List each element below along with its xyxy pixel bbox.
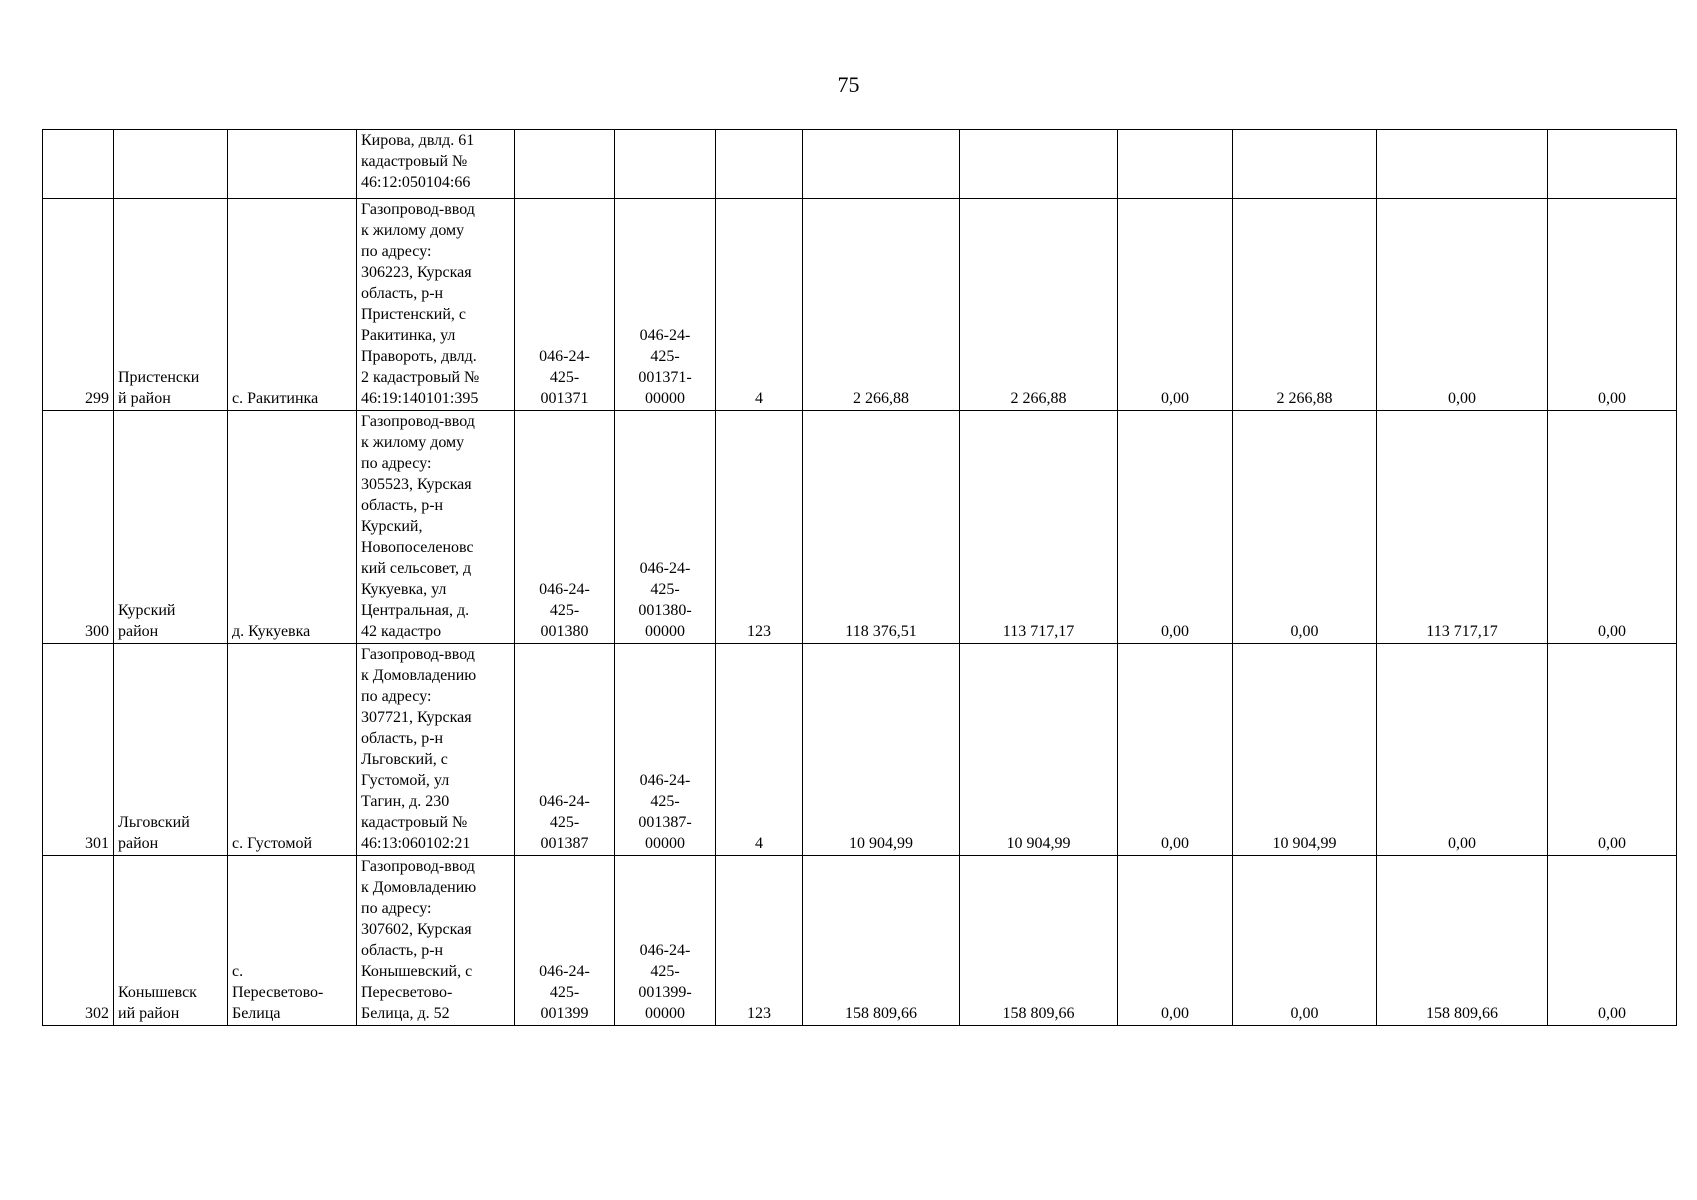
district-cell: Льговский район — [114, 644, 228, 856]
amount-cell: 0,00 — [1548, 199, 1677, 411]
table-row — [43, 130, 1677, 199]
amount-cell: 113 717,17 — [960, 411, 1118, 644]
count-cell: 123 — [716, 856, 803, 1026]
object-full-code-cell — [615, 130, 716, 199]
row-number-cell: 302 — [43, 856, 114, 1026]
object-full-code-cell: 046-24- 425- 001387- 00000 — [615, 644, 716, 856]
row-number-cell: 301 — [43, 644, 114, 856]
amount-cell: 2 266,88 — [803, 199, 960, 411]
object-description-cell: Газопровод-ввод к Домовладению по адресу: 307721, Курская область, р-н Льговский, с Густомой, ул Тагин, д. 230 кадастровый № 46:13:060102:21 — [357, 644, 515, 856]
amount-cell: 158 809,66 — [1377, 856, 1548, 1026]
table-row — [43, 411, 1677, 644]
amount-cell: 0,00 — [1118, 644, 1233, 856]
count-cell: 4 — [716, 644, 803, 856]
object-code-cell: 046-24- 425- 001380 — [515, 411, 615, 644]
amount-cell — [1377, 130, 1548, 199]
object-full-code-cell: 046-24- 425- 001399- 00000 — [615, 856, 716, 1026]
district-cell: Пристенски й район — [114, 199, 228, 411]
amount-cell: 0,00 — [1233, 856, 1377, 1026]
amount-cell: 0,00 — [1548, 411, 1677, 644]
amount-cell: 113 717,17 — [1377, 411, 1548, 644]
row-number-cell: 300 — [43, 411, 114, 644]
table-row — [43, 644, 1677, 856]
table-row — [43, 856, 1677, 1026]
amount-cell: 158 809,66 — [960, 856, 1118, 1026]
settlement-cell — [228, 130, 357, 199]
amount-cell: 0,00 — [1233, 411, 1377, 644]
row-number-cell — [43, 130, 114, 199]
amount-cell: 158 809,66 — [803, 856, 960, 1026]
amount-cell — [1233, 130, 1377, 199]
count-cell: 4 — [716, 199, 803, 411]
object-description-cell: Газопровод-ввод к жилому дому по адресу: 306223, Курская область, р-н Пристенский, с Ракитинка, ул Правороть, двлд. 2 кадастровый № 46:19:140101:395 — [357, 199, 515, 411]
object-full-code-cell: 046-24- 425- 001371- 00000 — [615, 199, 716, 411]
page-number: 75 — [837, 72, 860, 97]
table-row — [43, 199, 1677, 411]
count-cell — [716, 130, 803, 199]
amount-cell: 0,00 — [1118, 199, 1233, 411]
settlement-cell: с. Пересветово- Белица — [228, 856, 357, 1026]
object-description-cell: Газопровод-ввод к жилому дому по адресу: 305523, Курская область, р-н Курский, Новопоселеновс кий сельсовет, д Кукуевка, ул Центральная, д. 42 кадастро — [357, 411, 515, 644]
amount-cell: 0,00 — [1118, 411, 1233, 644]
object-code-cell — [515, 130, 615, 199]
amount-cell: 0,00 — [1548, 856, 1677, 1026]
amount-cell: 0,00 — [1118, 856, 1233, 1026]
amount-cell: 10 904,99 — [803, 644, 960, 856]
amount-cell: 0,00 — [1377, 644, 1548, 856]
district-cell — [114, 130, 228, 199]
amount-cell — [1548, 130, 1677, 199]
amount-cell: 10 904,99 — [1233, 644, 1377, 856]
object-code-cell: 046-24- 425- 001387 — [515, 644, 615, 856]
district-cell: Конышевск ий район — [114, 856, 228, 1026]
amount-cell: 118 376,51 — [803, 411, 960, 644]
row-number-cell: 299 — [43, 199, 114, 411]
amount-cell: 2 266,88 — [960, 199, 1118, 411]
amount-cell — [803, 130, 960, 199]
count-cell: 123 — [716, 411, 803, 644]
object-description-cell: Кирова, двлд. 61 кадастровый № 46:12:050104:66 — [357, 130, 515, 199]
settlement-cell: с. Густомой — [228, 644, 357, 856]
settlement-cell: д. Кукуевка — [228, 411, 357, 644]
registry-table — [42, 129, 1677, 1026]
settlement-cell: с. Ракитинка — [228, 199, 357, 411]
district-cell: Курский район — [114, 411, 228, 644]
object-full-code-cell: 046-24- 425- 001380- 00000 — [615, 411, 716, 644]
amount-cell — [960, 130, 1118, 199]
amount-cell — [1118, 130, 1233, 199]
amount-cell: 0,00 — [1548, 644, 1677, 856]
object-code-cell: 046-24- 425- 001399 — [515, 856, 615, 1026]
amount-cell: 10 904,99 — [960, 644, 1118, 856]
object-code-cell: 046-24- 425- 001371 — [515, 199, 615, 411]
amount-cell: 0,00 — [1377, 199, 1548, 411]
amount-cell: 2 266,88 — [1233, 199, 1377, 411]
object-description-cell: Газопровод-ввод к Домовладению по адресу: 307602, Курская область, р-н Конышевский, с Пересветово- Белица, д. 52 — [357, 856, 515, 1026]
